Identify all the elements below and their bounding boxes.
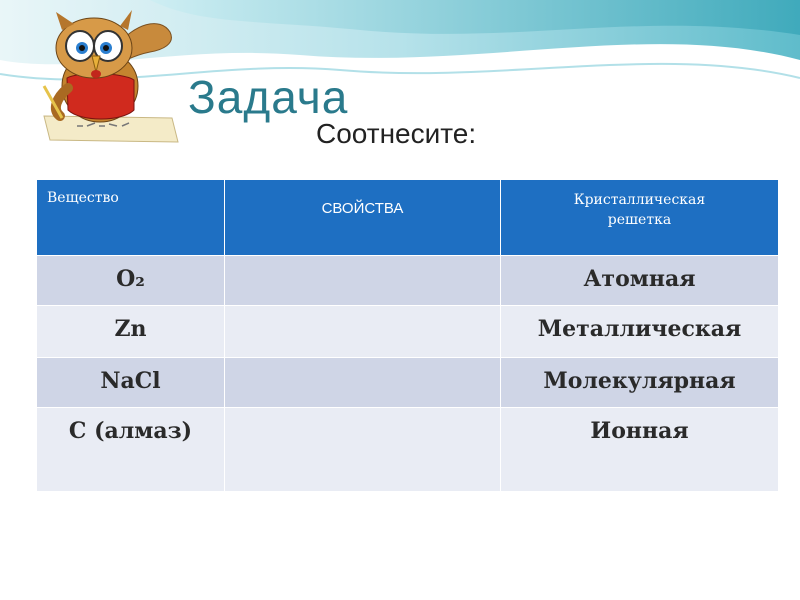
lattice-cell: Металлическая [501, 306, 779, 358]
table-row [37, 358, 779, 408]
header-lattice-label: Кристаллическая решетка [573, 192, 706, 228]
header-lattice [501, 180, 779, 256]
header-properties: СВОЙСТВА [225, 180, 501, 256]
lattice-cell: Молекулярная [501, 358, 779, 408]
lattice-cell: Ионная [501, 408, 779, 492]
substance-cell: Zn [37, 306, 225, 358]
table-header-row [37, 180, 779, 256]
substance-cell: C (алмаз) [37, 408, 225, 492]
owl-illustration [22, 6, 182, 146]
slide-title: Задача [188, 71, 349, 123]
matching-table [36, 179, 779, 492]
slide-subtitle: Соотнесите: [316, 118, 477, 149]
table-row [37, 408, 779, 492]
lattice-cell: Атомная [501, 256, 779, 306]
substance-cell: NaCl [37, 358, 225, 408]
substance-cell: O₂ [37, 256, 225, 306]
property-cell[interactable] [225, 256, 501, 306]
table-row [37, 306, 779, 358]
header-substance: Вещество [37, 180, 225, 256]
property-cell[interactable] [225, 306, 501, 358]
property-cell[interactable] [225, 408, 501, 492]
table-row [37, 256, 779, 306]
property-cell[interactable] [225, 358, 501, 408]
